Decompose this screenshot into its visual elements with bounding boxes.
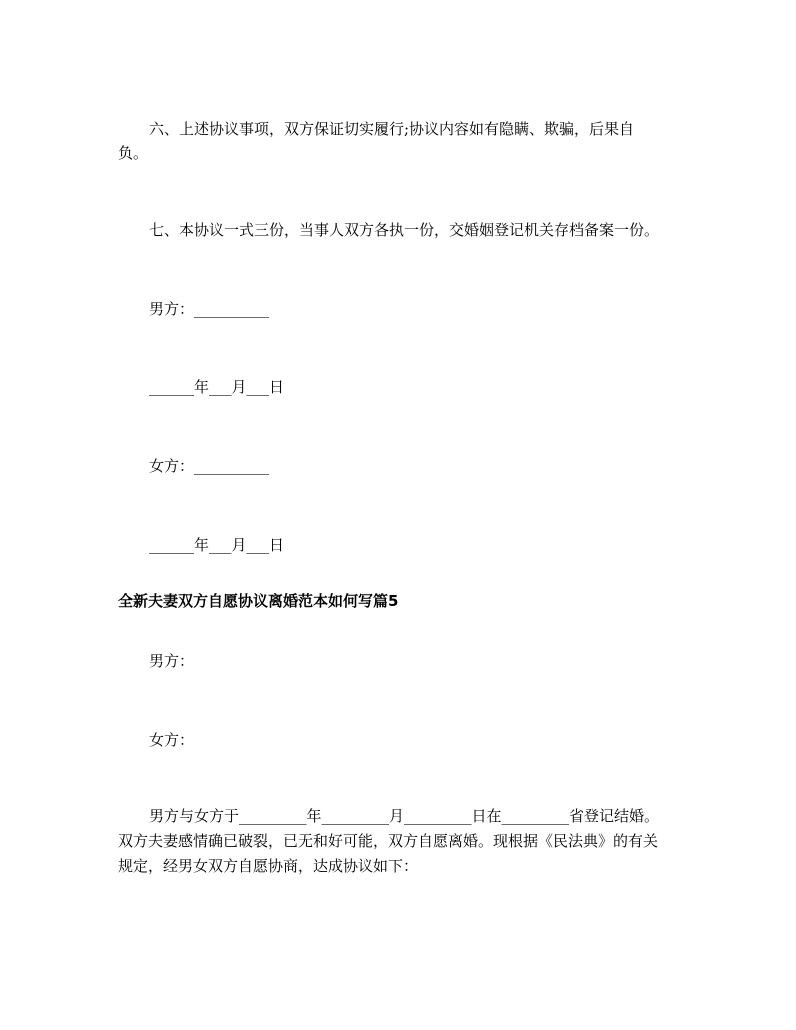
- female-signature-line: 女方：__________: [149, 457, 270, 475]
- intro-line-3: 规定，经男女双方自愿协商，达成协议如下：: [118, 857, 419, 875]
- party-male-label: 男方：: [149, 652, 195, 670]
- clause-7: 七、本协议一式三份，当事人双方各执一份，交婚姻登记机关存档备案一份。: [149, 221, 660, 239]
- male-signature-line: 男方：__________: [149, 300, 270, 318]
- clause-6-line-2: 负。: [118, 144, 149, 162]
- clause-6-line-1: 六、上述协议事项，双方保证切实履行;协议内容如有隐瞒、欺骗，后果自: [149, 120, 635, 138]
- date-line-male: ______年___月___日: [149, 378, 285, 396]
- date-line-female: ______年___月___日: [149, 536, 285, 554]
- intro-line-2: 双方夫妻感情确已破裂，已无和好可能，双方自愿离婚。现根据《民法典》的有关: [118, 832, 659, 850]
- intro-line-1: 男方与女方于_________年_________月_________日在_________省登记结婚。: [149, 807, 660, 825]
- section-heading: 全新夫妻双方自愿协议离婚范本如何写篇5: [118, 592, 399, 610]
- party-female-label: 女方：: [149, 731, 195, 749]
